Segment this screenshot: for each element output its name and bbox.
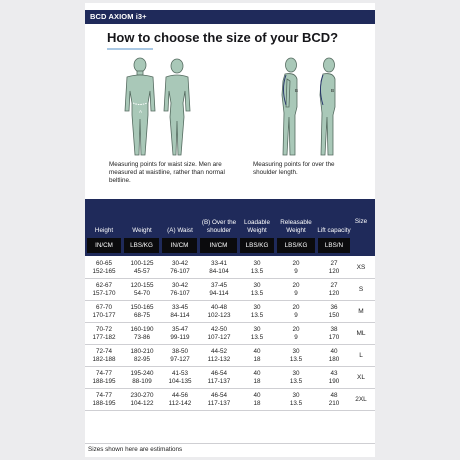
cell-weight: 54-70 <box>133 290 151 297</box>
unit-over-shoulder: IN/CM <box>200 238 237 253</box>
cell-shoulder: 42-50 <box>210 326 228 333</box>
cell-weight: 195-240 <box>130 370 154 377</box>
cell-releasable: 20 <box>292 326 300 333</box>
cell-releasable: 13.5 <box>289 378 303 385</box>
cell-lift: 36 <box>330 304 338 311</box>
cell-releasable: 20 <box>292 282 300 289</box>
waist-caption: Measuring points for waist size. Men are measured at waistline, rather than normal beltline. <box>109 161 225 184</box>
title-underline <box>107 48 153 50</box>
cell-shoulder: 46-54 <box>210 392 228 399</box>
cell-weight: 160-190 <box>130 326 154 333</box>
header-weight: Weight <box>132 226 152 234</box>
cell-shoulder: 117-137 <box>207 400 231 407</box>
cell-waist: 84-114 <box>170 312 190 319</box>
cell-waist: 41-53 <box>171 370 189 377</box>
cell-height: 157-170 <box>92 290 116 297</box>
header-waist: (A) Waist <box>167 226 193 234</box>
row-divider <box>85 410 375 411</box>
cell-releasable: 30 <box>292 392 300 399</box>
unit-weight: LBS/KG <box>124 238 159 253</box>
cell-waist: 99-119 <box>170 334 190 341</box>
header-height: Height <box>94 226 114 234</box>
cell-waist: 38-50 <box>171 348 189 355</box>
cell-loadable: 18 <box>253 400 261 407</box>
row-divider <box>85 278 375 279</box>
cell-releasable: 30 <box>292 370 300 377</box>
cell-weight: 180-210 <box>130 348 154 355</box>
cell-height: 188-195 <box>92 378 116 385</box>
cell-shoulder: 40-48 <box>210 304 228 311</box>
cell-shoulder: 94-114 <box>209 290 229 297</box>
cell-lift: 150 <box>328 312 340 319</box>
cell-loadable: 13.5 <box>250 334 264 341</box>
cell-weight: 230-270 <box>130 392 154 399</box>
cell-loadable: 40 <box>253 370 261 377</box>
header-loadable-weight: Loadable Weight <box>244 219 270 234</box>
cell-lift: 38 <box>330 326 338 333</box>
label-b-left: B <box>295 88 299 93</box>
header-size: Size <box>354 217 368 225</box>
row-divider <box>85 322 375 323</box>
cell-size: XL <box>357 374 365 381</box>
cell-lift: 170 <box>328 334 340 341</box>
cell-loadable: 13.5 <box>250 312 264 319</box>
cell-loadable: 18 <box>253 356 261 363</box>
cell-shoulder: 37-45 <box>210 282 228 289</box>
cell-releasable: 9 <box>294 268 298 275</box>
cell-shoulder: 84-104 <box>209 268 229 275</box>
cell-weight: 73-86 <box>133 334 151 341</box>
side-body-illustration-right <box>320 58 335 155</box>
cell-lift: 27 <box>330 282 338 289</box>
cell-waist: 33-45 <box>171 304 189 311</box>
cell-weight: 88-109 <box>132 378 152 385</box>
cell-weight: 150-165 <box>130 304 154 311</box>
cell-weight: 104-122 <box>130 400 154 407</box>
cell-waist: 35-47 <box>171 326 189 333</box>
cell-weight: 45-57 <box>133 268 151 275</box>
cell-lift: 190 <box>328 378 340 385</box>
cell-lift: 120 <box>328 268 340 275</box>
cell-height: 188-195 <box>92 400 116 407</box>
cell-loadable: 30 <box>253 326 261 333</box>
row-divider <box>85 388 375 389</box>
cell-height: 74-77 <box>95 392 113 399</box>
unit-lift-capacity: LBS/N <box>318 238 350 253</box>
cell-releasable: 13.5 <box>289 400 303 407</box>
cell-height: 182-188 <box>92 356 116 363</box>
cell-size: S <box>358 286 364 293</box>
cell-height: 60-65 <box>95 260 113 267</box>
cell-shoulder: 112-132 <box>207 356 231 363</box>
shoulder-measurement-figure <box>265 55 355 159</box>
cell-shoulder: 102-123 <box>207 312 231 319</box>
label-a: A <box>139 109 143 114</box>
cell-shoulder: 33-41 <box>210 260 228 267</box>
row-divider <box>85 344 375 345</box>
cell-loadable: 40 <box>253 348 261 355</box>
cell-height: 170-177 <box>92 312 116 319</box>
cell-weight: 68-75 <box>133 312 151 319</box>
page-title: How to choose the size of your BCD? <box>107 30 339 45</box>
cell-waist: 76-107 <box>170 290 190 297</box>
footnote: Sizes shown here are estimations <box>88 446 183 453</box>
cell-height: 177-182 <box>92 334 116 341</box>
brand-bar <box>85 10 375 24</box>
header-over-shoulder: (B) Over the shoulder <box>201 219 237 234</box>
footer-divider <box>85 443 375 444</box>
cell-shoulder: 46-54 <box>210 370 228 377</box>
header-releasable-weight: Releasable Weight <box>280 219 312 234</box>
brand-label: BCD AXIOM i3+ <box>90 12 147 21</box>
cell-releasable: 13.5 <box>289 356 303 363</box>
cell-waist: 30-42 <box>171 260 189 267</box>
cell-height: 67-70 <box>95 304 113 311</box>
label-b-right: B <box>331 88 335 93</box>
cell-waist: 44-56 <box>171 392 189 399</box>
cell-lift: 180 <box>328 356 340 363</box>
cell-loadable: 18 <box>253 378 261 385</box>
cell-lift: 27 <box>330 260 338 267</box>
front-body-illustration <box>125 58 155 155</box>
cell-size: 2XL <box>355 396 367 403</box>
waist-measurement-figure <box>115 55 205 159</box>
cell-size: L <box>359 352 363 359</box>
cell-waist: 104-135 <box>168 378 192 385</box>
cell-releasable: 20 <box>292 304 300 311</box>
cell-waist: 97-127 <box>170 356 190 363</box>
size-chart-page <box>85 3 375 457</box>
cell-releasable: 20 <box>292 260 300 267</box>
cell-size: ML <box>356 330 366 337</box>
cell-height: 74-77 <box>95 370 113 377</box>
unit-releasable-weight: LBS/KG <box>277 238 315 253</box>
row-divider <box>85 366 375 367</box>
cell-loadable: 13.5 <box>250 268 264 275</box>
cell-height: 62-67 <box>95 282 113 289</box>
cell-releasable: 30 <box>292 348 300 355</box>
cell-size: XS <box>356 264 366 271</box>
cell-waist: 30-42 <box>171 282 189 289</box>
cell-weight: 120-155 <box>130 282 154 289</box>
cell-waist: 76-107 <box>170 268 190 275</box>
cell-loadable: 30 <box>253 304 261 311</box>
cell-lift: 120 <box>328 290 340 297</box>
cell-weight: 82-95 <box>133 356 151 363</box>
cell-lift: 40 <box>330 348 338 355</box>
cell-shoulder: 107-127 <box>207 334 231 341</box>
cell-lift: 48 <box>330 392 338 399</box>
cell-releasable: 9 <box>294 312 298 319</box>
cell-shoulder: 44-52 <box>210 348 228 355</box>
header-lift-capacity: Lift capacity <box>317 226 351 234</box>
unit-loadable-weight: LBS/KG <box>240 238 274 253</box>
cell-weight: 100-125 <box>130 260 154 267</box>
cell-shoulder: 117-137 <box>207 378 231 385</box>
shoulder-caption: Measuring points for over the shoulder length. <box>253 161 335 176</box>
cell-loadable: 30 <box>253 260 261 267</box>
side-body-illustration-left <box>282 58 297 155</box>
cell-releasable: 9 <box>294 290 298 297</box>
cell-height: 70-72 <box>95 326 113 333</box>
cell-size: M <box>358 308 364 315</box>
cell-lift: 210 <box>328 400 340 407</box>
cell-waist: 112-142 <box>168 400 192 407</box>
cell-lift: 43 <box>330 370 338 377</box>
row-divider <box>85 300 375 301</box>
cell-height: 152-165 <box>92 268 116 275</box>
cell-loadable: 40 <box>253 392 261 399</box>
back-body-illustration <box>164 59 190 155</box>
unit-waist: IN/CM <box>162 238 197 253</box>
unit-height: IN/CM <box>87 238 121 253</box>
cell-loadable: 30 <box>253 282 261 289</box>
cell-releasable: 9 <box>294 334 298 341</box>
cell-loadable: 13.5 <box>250 290 264 297</box>
cell-height: 72-74 <box>95 348 113 355</box>
